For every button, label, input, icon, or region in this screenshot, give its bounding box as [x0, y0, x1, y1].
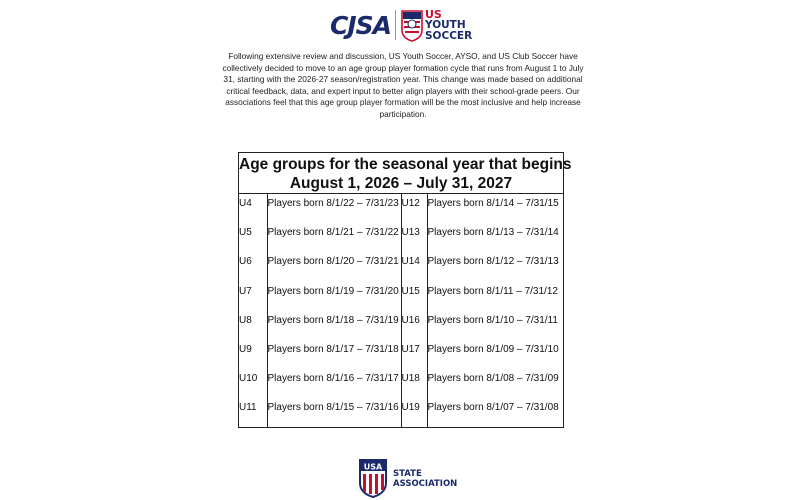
- association-line: ASSOCIATION: [393, 479, 458, 489]
- birth-range-left: Players born 8/1/22 – 7/31/23: [267, 198, 399, 209]
- birth-range-right: Players born 8/1/09 – 7/31/10: [427, 343, 559, 355]
- birth-range-right: Players born 8/1/10 – 7/31/11: [427, 314, 558, 326]
- age-code-left: U11: [239, 398, 267, 427]
- age-code-left: U8: [239, 311, 267, 340]
- faint-background-marks: ·: [224, 146, 226, 152]
- usys-line-soccer: SOCCER: [425, 30, 473, 42]
- usa-badge-text: USA: [363, 462, 383, 472]
- age-code-left: U6: [239, 252, 267, 281]
- age-group-table-card: [238, 152, 572, 428]
- birth-range-right: Players born 8/1/12 – 7/31/13: [427, 256, 559, 268]
- age-code-right: U19: [401, 398, 427, 427]
- state-line: STATE: [393, 469, 422, 479]
- logo-divider: [395, 10, 396, 40]
- usys-line-us: US: [425, 8, 442, 21]
- birth-range-right: Players born 8/1/14 – 7/31/15: [427, 198, 559, 209]
- table-row: [239, 282, 563, 311]
- birth-range-left: Players born 8/1/16 – 7/31/17: [267, 373, 399, 385]
- usa-soccer-crest-icon: [358, 458, 388, 498]
- table-title-line1: Age groups for the seasonal year that begins: [239, 156, 572, 173]
- table-row: [239, 340, 563, 369]
- table-row: [239, 311, 563, 340]
- table-row: [239, 398, 563, 427]
- usys-line-youth: YOUTH: [425, 19, 466, 31]
- birth-range-left: Players born 8/1/20 – 7/31/21: [267, 256, 399, 268]
- state-association-wordmark: [393, 469, 457, 489]
- age-code-right: U13: [401, 223, 427, 252]
- age-code-right: U12: [401, 194, 427, 223]
- age-code-right: U14: [401, 252, 427, 281]
- age-code-left: U9: [239, 340, 267, 369]
- table-title-line2: August 1, 2026 – July 31, 2027: [289, 175, 513, 192]
- age-code-right: U16: [401, 311, 427, 340]
- table-row: [239, 194, 563, 223]
- birth-range-left: Players born 8/1/17 – 7/31/18: [267, 343, 399, 355]
- age-code-left: U7: [239, 282, 267, 311]
- table-row: [239, 252, 563, 281]
- logo-header: [0, 8, 805, 42]
- birth-range-left: Players born 8/1/21 – 7/31/22: [267, 227, 399, 239]
- table-title: [239, 153, 572, 194]
- age-code-right: U17: [401, 340, 427, 369]
- birth-range-left: Players born 8/1/15 – 7/31/16: [267, 402, 399, 414]
- table-row: [239, 223, 563, 252]
- footer-logo: [0, 458, 805, 498]
- birth-range-right: Players born 8/1/11 – 7/31/12: [427, 285, 558, 297]
- us-youth-soccer-wordmark: [425, 9, 472, 42]
- age-code-right: U18: [401, 369, 427, 398]
- cjsa-logo: CJSA: [330, 11, 392, 40]
- age-code-left: U5: [239, 223, 267, 252]
- age-group-table: [239, 194, 563, 428]
- birth-range-right: Players born 8/1/08 – 7/31/09: [427, 373, 559, 385]
- age-code-left: U10: [239, 369, 267, 398]
- birth-range-left: Players born 8/1/18 – 7/31/19: [267, 314, 399, 326]
- birth-range-right: Players born 8/1/13 – 7/31/14: [427, 227, 559, 239]
- table-row: [239, 369, 563, 398]
- intro-paragraph: Following extensive review and discussion, US Youth Soccer, AYSO, and US Club Soccer have collectively decided to move to an age group player formation cycle that runs from August 1 to July 31, starting with the 2026-27 season/registration year. This change was made based on additional critical feedback, data, and expert input to better align players with their school-grade peers. Our associations feel that this age group player formation will be the most inclusive and help increase participation.: [222, 51, 584, 119]
- age-code-left: U4: [239, 194, 267, 223]
- birth-range-left: Players born 8/1/19 – 7/31/20: [267, 285, 399, 297]
- us-youth-soccer-crest-icon: [401, 10, 423, 42]
- age-code-right: U15: [401, 282, 427, 311]
- birth-range-right: Players born 8/1/07 – 7/31/08: [427, 402, 559, 414]
